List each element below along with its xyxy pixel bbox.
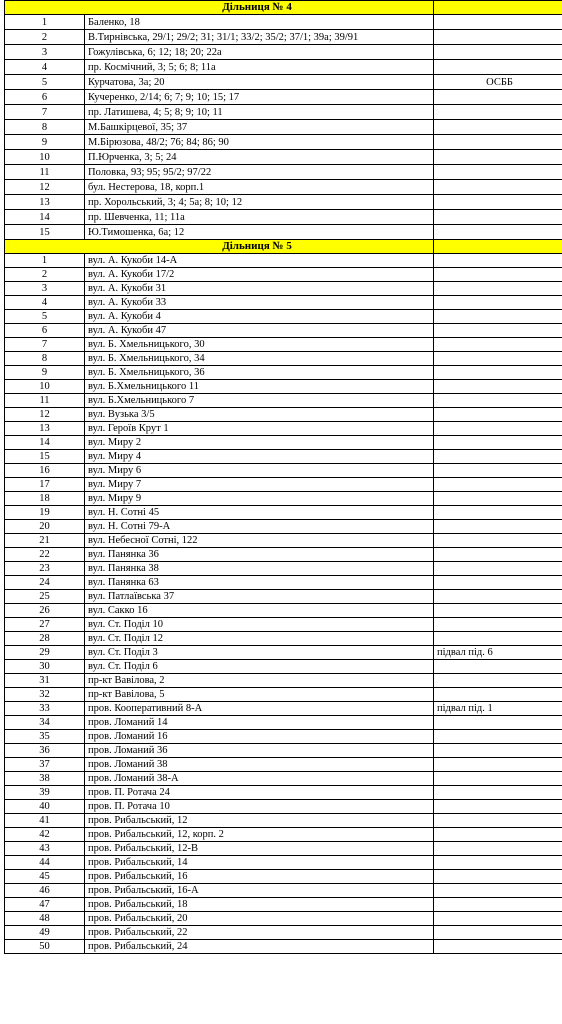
section-title: Дільниця № 5 (5, 240, 434, 254)
note-cell (434, 310, 562, 324)
note-cell (434, 534, 562, 548)
table-row (5, 268, 562, 282)
table-row (5, 562, 562, 576)
note-cell (434, 590, 562, 604)
table-row (5, 180, 562, 195)
section-header-note-cell (434, 1, 562, 15)
note-cell (434, 730, 562, 744)
row-number-cell: 22 (5, 548, 85, 562)
note-cell (434, 15, 562, 30)
table-row (5, 366, 562, 380)
note-cell (434, 380, 562, 394)
table-row (5, 90, 562, 105)
note-cell (434, 604, 562, 618)
row-number-cell: 5 (5, 75, 85, 90)
address-cell: вул. Б. Хмельницького, 30 (85, 338, 434, 352)
note-cell (434, 195, 562, 210)
row-number-cell: 15 (5, 450, 85, 464)
table-row (5, 165, 562, 180)
note-cell: підвал під. 1 (434, 702, 562, 716)
row-number-cell: 16 (5, 464, 85, 478)
row-number-cell: 6 (5, 90, 85, 105)
note-cell (434, 60, 562, 75)
row-number-cell: 19 (5, 506, 85, 520)
table-row (5, 926, 562, 940)
row-number-cell: 1 (5, 254, 85, 268)
note-cell (434, 870, 562, 884)
row-number-cell: 40 (5, 800, 85, 814)
row-number-cell: 8 (5, 352, 85, 366)
note-cell (434, 394, 562, 408)
note-cell (434, 180, 562, 195)
note-cell (434, 856, 562, 870)
row-number-cell: 13 (5, 195, 85, 210)
table-row (5, 30, 562, 45)
table-row (5, 135, 562, 150)
address-cell: П.Юрченка, 3; 5; 24 (85, 150, 434, 165)
row-number-cell: 27 (5, 618, 85, 632)
row-number-cell: 2 (5, 268, 85, 282)
note-cell (434, 716, 562, 730)
address-cell: вул. Панянка 63 (85, 576, 434, 590)
address-cell: пр-кт Вавілова, 2 (85, 674, 434, 688)
address-cell: вул. Б. Хмельницького, 36 (85, 366, 434, 380)
note-cell (434, 800, 562, 814)
address-cell: вул. Б.Хмельницького 11 (85, 380, 434, 394)
table-row (5, 884, 562, 898)
note-cell (434, 926, 562, 940)
row-number-cell: 6 (5, 324, 85, 338)
address-cell: вул. Б.Хмельницького 7 (85, 394, 434, 408)
row-number-cell: 7 (5, 338, 85, 352)
note-cell (434, 842, 562, 856)
row-number-cell: 20 (5, 520, 85, 534)
table-row (5, 450, 562, 464)
note-cell (434, 786, 562, 800)
address-cell: вул. А. Кукоби 14-А (85, 254, 434, 268)
address-cell: М.Башкірцевої, 35; 37 (85, 120, 434, 135)
row-number-cell: 44 (5, 856, 85, 870)
address-cell: пр. Космічний, 3; 5; 6; 8; 11а (85, 60, 434, 75)
table-row (5, 688, 562, 702)
address-cell: пров. Ломаний 38-А (85, 772, 434, 786)
note-cell (434, 660, 562, 674)
row-number-cell: 4 (5, 296, 85, 310)
row-number-cell: 1 (5, 15, 85, 30)
row-number-cell: 4 (5, 60, 85, 75)
address-cell: В.Тирнівська, 29/1; 29/2; 31; 31/1; 33/2; 35/2; 37/1; 39а; 39/91 (85, 30, 434, 45)
section-header-note-cell (434, 240, 562, 254)
row-number-cell: 3 (5, 282, 85, 296)
row-number-cell: 30 (5, 660, 85, 674)
address-cell: пров. Рибальський, 12 (85, 814, 434, 828)
note-cell (434, 436, 562, 450)
note-cell (434, 940, 562, 954)
note-cell (434, 884, 562, 898)
address-cell: пр. Шевченка, 11; 11а (85, 210, 434, 225)
table-row (5, 758, 562, 772)
table-row (5, 604, 562, 618)
address-cell: вул. Панянка 36 (85, 548, 434, 562)
table-row (5, 716, 562, 730)
table-row (5, 646, 562, 660)
table-row (5, 282, 562, 296)
note-cell (434, 254, 562, 268)
table-row (5, 548, 562, 562)
table-row (5, 828, 562, 842)
address-cell: М.Бірюзова, 48/2; 76; 84; 86; 90 (85, 135, 434, 150)
row-number-cell: 43 (5, 842, 85, 856)
note-cell (434, 422, 562, 436)
row-number-cell: 42 (5, 828, 85, 842)
table-row (5, 352, 562, 366)
note-cell (434, 165, 562, 180)
row-number-cell: 11 (5, 394, 85, 408)
note-cell (434, 674, 562, 688)
address-cell: бул. Нестерова, 18, корп.1 (85, 180, 434, 195)
note-cell (434, 772, 562, 786)
row-number-cell: 12 (5, 408, 85, 422)
address-cell: вул. Миру 7 (85, 478, 434, 492)
row-number-cell: 37 (5, 758, 85, 772)
table-row (5, 800, 562, 814)
table-row (5, 422, 562, 436)
row-number-cell: 28 (5, 632, 85, 646)
table-row (5, 870, 562, 884)
table-row (5, 478, 562, 492)
table-row (5, 912, 562, 926)
table-row (5, 75, 562, 90)
address-cell: Гожулівська, 6; 12; 18; 20; 22а (85, 45, 434, 60)
address-cell: пров. Ломаний 36 (85, 744, 434, 758)
table-row (5, 590, 562, 604)
table-row (5, 150, 562, 165)
table-row (5, 408, 562, 422)
address-cell: пров. Рибальський, 16-А (85, 884, 434, 898)
address-cell: пров. Рибальський, 18 (85, 898, 434, 912)
address-cell: вул. Н. Сотні 45 (85, 506, 434, 520)
note-cell (434, 548, 562, 562)
row-number-cell: 36 (5, 744, 85, 758)
table-row (5, 632, 562, 646)
address-cell: вул. Ст. Поділ 3 (85, 646, 434, 660)
address-cell: вул. Миру 2 (85, 436, 434, 450)
row-number-cell: 21 (5, 534, 85, 548)
address-cell: пров. Рибальський, 12, корп. 2 (85, 828, 434, 842)
note-cell (434, 562, 562, 576)
address-cell: вул. Сакко 16 (85, 604, 434, 618)
note-cell (434, 464, 562, 478)
row-number-cell: 18 (5, 492, 85, 506)
note-cell (434, 618, 562, 632)
table-row (5, 380, 562, 394)
note-cell (434, 45, 562, 60)
table-row (5, 210, 562, 225)
note-cell (434, 478, 562, 492)
row-number-cell: 10 (5, 150, 85, 165)
note-cell (434, 324, 562, 338)
address-cell: вул. Героїв Крут 1 (85, 422, 434, 436)
address-cell: вул. Панянка 38 (85, 562, 434, 576)
row-number-cell: 39 (5, 786, 85, 800)
address-cell: вул. Б. Хмельницького, 34 (85, 352, 434, 366)
note-cell (434, 90, 562, 105)
row-number-cell: 10 (5, 380, 85, 394)
row-number-cell: 46 (5, 884, 85, 898)
address-cell: вул. Ст. Поділ 10 (85, 618, 434, 632)
address-cell: пров. Кооперативний 8-А (85, 702, 434, 716)
note-cell (434, 912, 562, 926)
address-cell: пров. П. Ротача 24 (85, 786, 434, 800)
row-number-cell: 25 (5, 590, 85, 604)
address-cell: Кучеренко, 2/14; 6; 7; 9; 10; 15; 17 (85, 90, 434, 105)
row-number-cell: 3 (5, 45, 85, 60)
row-number-cell: 9 (5, 135, 85, 150)
note-cell (434, 814, 562, 828)
row-number-cell: 26 (5, 604, 85, 618)
note-cell (434, 744, 562, 758)
note-cell (434, 210, 562, 225)
note-cell (434, 576, 562, 590)
address-cell: вул. А. Кукоби 47 (85, 324, 434, 338)
address-table-sheet (4, 0, 562, 954)
row-number-cell: 48 (5, 912, 85, 926)
note-cell (434, 268, 562, 282)
table-row (5, 195, 562, 210)
table-row (5, 814, 562, 828)
table-row (5, 324, 562, 338)
address-cell: вул. Ст. Поділ 12 (85, 632, 434, 646)
table-row (5, 310, 562, 324)
row-number-cell: 47 (5, 898, 85, 912)
row-number-cell: 2 (5, 30, 85, 45)
address-cell: пр. Латишева, 4; 5; 8; 9; 10; 11 (85, 105, 434, 120)
table-row (5, 436, 562, 450)
note-cell (434, 150, 562, 165)
address-cell: Курчатова, 3а; 20 (85, 75, 434, 90)
row-number-cell: 17 (5, 478, 85, 492)
note-cell (434, 105, 562, 120)
address-cell: вул. А. Кукоби 31 (85, 282, 434, 296)
address-cell: вул. Н. Сотні 79-А (85, 520, 434, 534)
note-cell (434, 225, 562, 240)
row-number-cell: 9 (5, 366, 85, 380)
address-cell: пров. Ломаний 16 (85, 730, 434, 744)
address-cell: вул. А. Кукоби 17/2 (85, 268, 434, 282)
row-number-cell: 7 (5, 105, 85, 120)
row-number-cell: 33 (5, 702, 85, 716)
note-cell (434, 898, 562, 912)
note-cell (434, 352, 562, 366)
table-row (5, 105, 562, 120)
row-number-cell: 35 (5, 730, 85, 744)
note-cell (434, 30, 562, 45)
address-cell: пров. Рибальський, 16 (85, 870, 434, 884)
table-row (5, 772, 562, 786)
row-number-cell: 15 (5, 225, 85, 240)
row-number-cell: 13 (5, 422, 85, 436)
note-cell (434, 520, 562, 534)
table-row (5, 296, 562, 310)
table-row (5, 15, 562, 30)
address-cell: пр-кт Вавілова, 5 (85, 688, 434, 702)
row-number-cell: 50 (5, 940, 85, 954)
table-row (5, 898, 562, 912)
table-row (5, 576, 562, 590)
row-number-cell: 8 (5, 120, 85, 135)
address-cell: вул. Ст. Поділ 6 (85, 660, 434, 674)
table-row (5, 506, 562, 520)
table-row (5, 464, 562, 478)
table-row (5, 702, 562, 716)
note-cell (434, 135, 562, 150)
section-header-row (5, 1, 562, 15)
note-cell (434, 758, 562, 772)
row-number-cell: 24 (5, 576, 85, 590)
table-row (5, 744, 562, 758)
address-cell: пров. П. Ротача 10 (85, 800, 434, 814)
address-cell: Половка, 93; 95; 95/2; 97/22 (85, 165, 434, 180)
row-number-cell: 32 (5, 688, 85, 702)
address-cell: вул. Небесної Сотні, 122 (85, 534, 434, 548)
note-cell: ОСББ (434, 75, 562, 90)
row-number-cell: 38 (5, 772, 85, 786)
row-number-cell: 31 (5, 674, 85, 688)
table-row (5, 842, 562, 856)
address-cell: пров. Ломаний 38 (85, 758, 434, 772)
note-cell (434, 296, 562, 310)
address-cell: пров. Рибальський, 24 (85, 940, 434, 954)
note-cell (434, 450, 562, 464)
table-row (5, 660, 562, 674)
address-cell: пр. Хорольський, 3; 4; 5а; 8; 10; 12 (85, 195, 434, 210)
row-number-cell: 5 (5, 310, 85, 324)
address-cell: пров. Рибальський, 22 (85, 926, 434, 940)
table-row (5, 856, 562, 870)
address-cell: вул. Вузька 3/5 (85, 408, 434, 422)
address-cell: Ю.Тимошенка, 6а; 12 (85, 225, 434, 240)
row-number-cell: 14 (5, 436, 85, 450)
table-row (5, 492, 562, 506)
row-number-cell: 49 (5, 926, 85, 940)
table-row (5, 45, 562, 60)
table-row (5, 730, 562, 744)
address-cell: Баленко, 18 (85, 15, 434, 30)
row-number-cell: 12 (5, 180, 85, 195)
table-row (5, 534, 562, 548)
table-row (5, 394, 562, 408)
address-cell: пров. Рибальський, 20 (85, 912, 434, 926)
table-row (5, 940, 562, 954)
address-cell: вул. А. Кукоби 33 (85, 296, 434, 310)
row-number-cell: 45 (5, 870, 85, 884)
note-cell (434, 828, 562, 842)
table-row (5, 520, 562, 534)
note-cell: підвал під. 6 (434, 646, 562, 660)
row-number-cell: 41 (5, 814, 85, 828)
table-row (5, 786, 562, 800)
note-cell (434, 282, 562, 296)
section-title: Дільниця № 4 (5, 1, 434, 15)
note-cell (434, 408, 562, 422)
table-row (5, 60, 562, 75)
row-number-cell: 29 (5, 646, 85, 660)
note-cell (434, 506, 562, 520)
table-row (5, 120, 562, 135)
address-cell: вул. Патлаївська 37 (85, 590, 434, 604)
address-cell: пров. Ломаний 14 (85, 716, 434, 730)
note-cell (434, 632, 562, 646)
table-row (5, 674, 562, 688)
address-cell: пров. Рибальський, 14 (85, 856, 434, 870)
table-row (5, 254, 562, 268)
row-number-cell: 14 (5, 210, 85, 225)
address-cell: пров. Рибальський, 12-В (85, 842, 434, 856)
note-cell (434, 366, 562, 380)
address-cell: вул. Миру 9 (85, 492, 434, 506)
address-cell: вул. Миру 6 (85, 464, 434, 478)
table-row (5, 225, 562, 240)
address-table (4, 0, 562, 954)
section-header-row (5, 240, 562, 254)
note-cell (434, 688, 562, 702)
row-number-cell: 23 (5, 562, 85, 576)
note-cell (434, 492, 562, 506)
address-cell: вул. А. Кукоби 4 (85, 310, 434, 324)
row-number-cell: 34 (5, 716, 85, 730)
address-cell: вул. Миру 4 (85, 450, 434, 464)
row-number-cell: 11 (5, 165, 85, 180)
address-table-body (5, 1, 562, 954)
table-row (5, 618, 562, 632)
note-cell (434, 120, 562, 135)
table-row (5, 338, 562, 352)
note-cell (434, 338, 562, 352)
